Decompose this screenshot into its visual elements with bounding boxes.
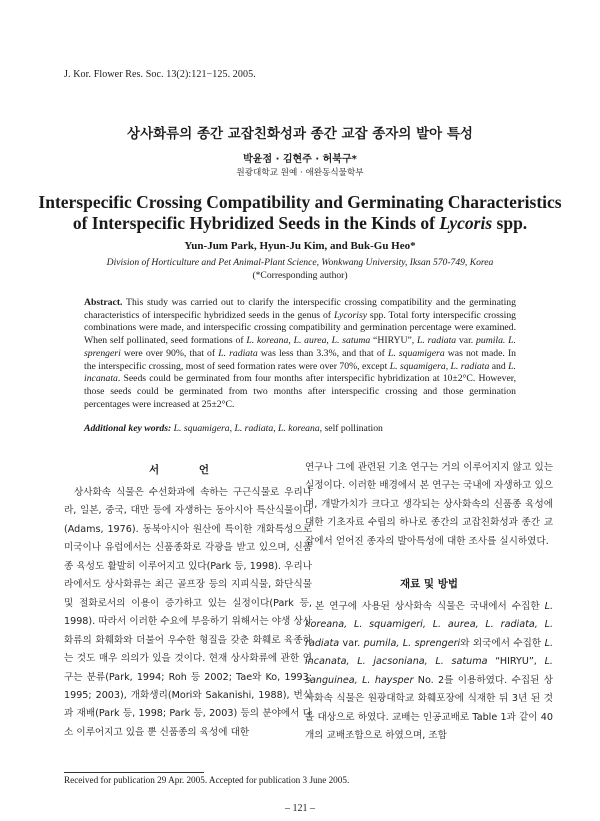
methods-heading: 재료 및 방법 — [399, 578, 459, 590]
corresponding-author-note: (*Corresponding author) — [252, 270, 348, 281]
methods-column — [305, 598, 553, 746]
title-genus: Lycoris — [439, 213, 493, 233]
abstract-text: was not made. In the interspecific crossing, most of seed formation rates were over 70%, except — [84, 347, 517, 372]
abstract-species: L. koreana, L. aurea, L. satuma — [246, 335, 371, 347]
abstract-species: L. incanata — [84, 360, 516, 385]
abstract-species: L. squamigera — [388, 347, 445, 359]
right-column — [305, 459, 553, 551]
title-text: of Interspecific Hybridized Seeds in the Kinds of — [72, 213, 440, 233]
methods-text: var. — [339, 637, 364, 649]
abstract-label: Abstract. — [84, 297, 123, 308]
page-number: – 121 – — [285, 803, 315, 814]
methods-text: 와 외국에서 수집한 — [460, 637, 545, 649]
introduction-paragraph: 상사화속 식물은 수선화과에 속하는 구근식물로 우리나라, 일본, 중국, 대만 등에 자생하는 동아시아 특산식물이다(Adams, 1976). 동북아시아 원산에 특이한 개화특성으로 미국이나 유럽에서는 신품종화로 각광을 받고 있으며, 신품종 육성도 활발히 이루어지고 있다(Park 등, 1998). 우리나라에서도 상사화류는 최근 골프장 등의 지피식물, 화단식물 및 절화로서의 이용이 증가하고 있는 실정이다(Park 등, 1998). 따라서 이러한 수요에 부응하기 위해서는 야생 상사화류의 화훼화와 더불어 우수한 형질을 갖춘 화훼로 육종하는 것도 매우 의의가 있을 것이다. 현재 상사화류에 관한 연구는 분류(Park, 1994; Roh 등 2002; Tae와 Ko, 1993; 1995; 2003), 개화생리(Mori와 Sakanishi, 1988), 번식과 재배(Park 등, 1998; Park 등, 2003) 등의 분야에서 다소 이루어지고 있을 뿐 신품종의 육성에 대한 — [64, 487, 312, 738]
korean-affiliation: 원광대학교 원예 · 애완동식물학부 — [236, 168, 364, 178]
title-text-end: spp. — [492, 213, 528, 233]
abstract — [84, 297, 516, 411]
introduction-heading: 서 언 — [149, 464, 227, 476]
abstract-species: pumila. L. sprengeri — [84, 335, 516, 359]
methods-text: 본 연구에 사용된 상사화속 식물은 국내에서 수집한 — [315, 601, 545, 612]
abstract-text: . Seeds could be germinated from four months after interspecific hybridization at 10±2°C. However, those seeds could be germinated from two months after interspecific crossing and those germination percentages were increased at 25±2°C. — [84, 373, 516, 410]
methods-text: No. 2를 이용하였다. 수집된 상사화속 식물은 원광대학교 화훼포장에 식재한 뒤 3년 된 것을 대상으로 하였다. 교배는 인공교배로 Table 1과 같이 40개의 교배조합으로 하였으며, 조합 — [305, 674, 553, 742]
abstract-text: were over 90%, that of — [120, 347, 219, 359]
english-title-line-2 — [0, 213, 600, 234]
abstract-species: L. radiata — [218, 347, 258, 359]
keywords-label: Additional key words: — [84, 423, 172, 434]
methods-species: L. sanguinea, L. haysper — [305, 656, 553, 686]
korean-authors: 박윤점 · 김현주 · 허북구* — [243, 154, 357, 165]
abstract-text: This study was carried out to clarify the interspecific crossing compatibility and the germinating characteristics of interspecific hybridized seeds in the genus of — [84, 297, 516, 321]
keywords-text: , self pollination — [319, 423, 383, 434]
received-note: Received for publication 29 Apr. 2005. Accepted for publication 3 June 2005. — [64, 775, 350, 785]
abstract-species: L. radiata — [417, 335, 457, 347]
abstract-species: Lycorisy — [333, 309, 368, 321]
keywords-species: L. squamigera, L. radiata, L. koreana — [171, 423, 320, 434]
methods-species: L. koreana, L. squamigeri, L. aurea, L. radiata, L. radiata — [305, 601, 553, 649]
introduction-paragraph-continued: 연구나 그에 관련된 기초 연구는 거의 이루어지지 않고 있는 실정이다. 이러한 배경에서 본 연구는 국내에 자생하고 있으며, 개발가치가 크다고 생각되는 상사화속의 신품종 육성에 대한 기초자료 수립의 하나로 종간의 교잡친화성과 종간 교잡에서 얻어진 종자의 발아특성에 대한 조사를 실시하였다. — [305, 462, 553, 547]
english-title-line-1: Interspecific Crossing Compatibility and Germinating Characteristics — [38, 192, 562, 212]
methods-text: “HIRYU”, — [487, 656, 545, 668]
methods-species: L. incanata, L. jacsoniana, L. satuma — [305, 637, 553, 668]
methods-paragraph — [305, 598, 553, 746]
abstract-species: L. squamigera, L. radiata — [389, 360, 490, 372]
abstract-text: was less than 3.3%, and that of — [257, 347, 388, 359]
abstract-text: “HIRYU”, — [370, 335, 418, 347]
left-column — [64, 484, 312, 742]
english-title — [0, 192, 600, 234]
abstract-text: var. — [456, 335, 477, 347]
english-affiliation: Division of Horticulture and Pet Animal-Plant Science, Wonkwang University, Iksan 570-749, Korea — [106, 257, 494, 268]
footnote-rule — [64, 772, 204, 773]
abstract-text: and — [489, 360, 509, 372]
abstract-text: spp. Total forty interspecific crossing combinations were made, and interspecific crossing compatibility and germination percentage were examined. When self pollinated, seed formations of — [84, 309, 517, 347]
methods-species: pumila, L. sprengeri — [363, 637, 461, 649]
keywords — [84, 423, 516, 434]
journal-citation: J. Kor. Flower Res. Soc. 13(2):121−125. 2005. — [64, 69, 256, 80]
korean-title: 상사화류의 종간 교잡친화성과 종간 교잡 종자의 발아 특성 — [127, 126, 473, 142]
english-authors: Yun-Jum Park, Hyun-Ju Kim, and Buk-Gu Heo* — [184, 240, 416, 252]
